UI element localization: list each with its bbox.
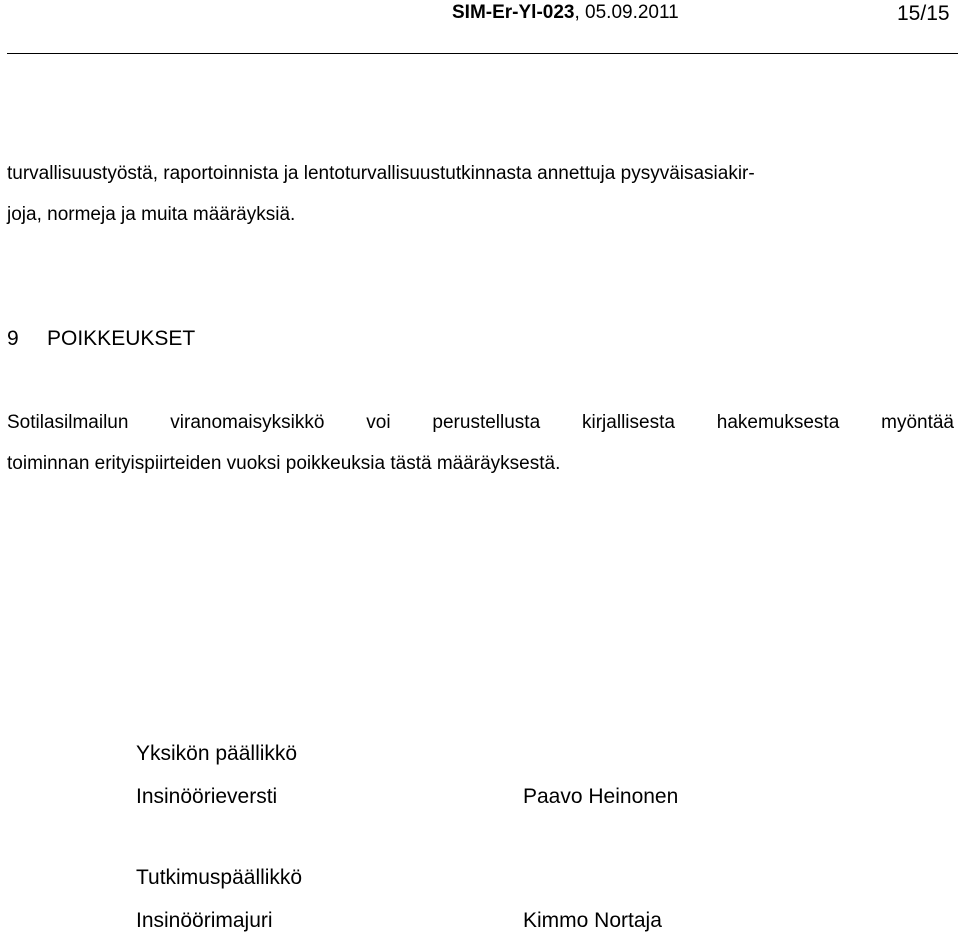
signature-2-title: Tutkimuspäällikkö: [136, 866, 303, 889]
paragraph-1-line-2: joja, normeja ja muita määräyksiä.: [7, 204, 296, 225]
paragraph-2-line-1: Sotilasilmailun viranomaisyksikkö voi perustellusta kirjallisesta hakemuksesta myöntää: [7, 412, 954, 433]
signature-1-title: Yksikön päällikkö: [136, 742, 298, 765]
section-heading: [7, 327, 195, 351]
header-divider: [7, 53, 958, 54]
signature-2-name: Kimmo Nortaja: [523, 909, 662, 932]
signature-2-rank: Insinöörimajuri: [136, 909, 273, 932]
document-code: SIM-Er-Yl-023: [452, 2, 575, 23]
paragraph-1-line-1: turvallisuustyöstä, raportoinnista ja lentoturvallisuustutkinnasta annettuja pysyväisasiakir-: [7, 163, 755, 184]
document-code-header: [452, 2, 679, 24]
section-title: POIKKEUKSET: [47, 327, 196, 350]
page-number: 15/15: [897, 2, 950, 25]
signature-1-name: Paavo Heinonen: [523, 785, 679, 808]
section-number: 9: [7, 327, 19, 350]
document-date: , 05.09.2011: [574, 2, 679, 23]
paragraph-2-line-2: toiminnan erityispiirteiden vuoksi poikkeuksia tästä määräyksestä.: [7, 453, 561, 474]
signature-1-rank: Insinöörieversti: [136, 785, 278, 808]
